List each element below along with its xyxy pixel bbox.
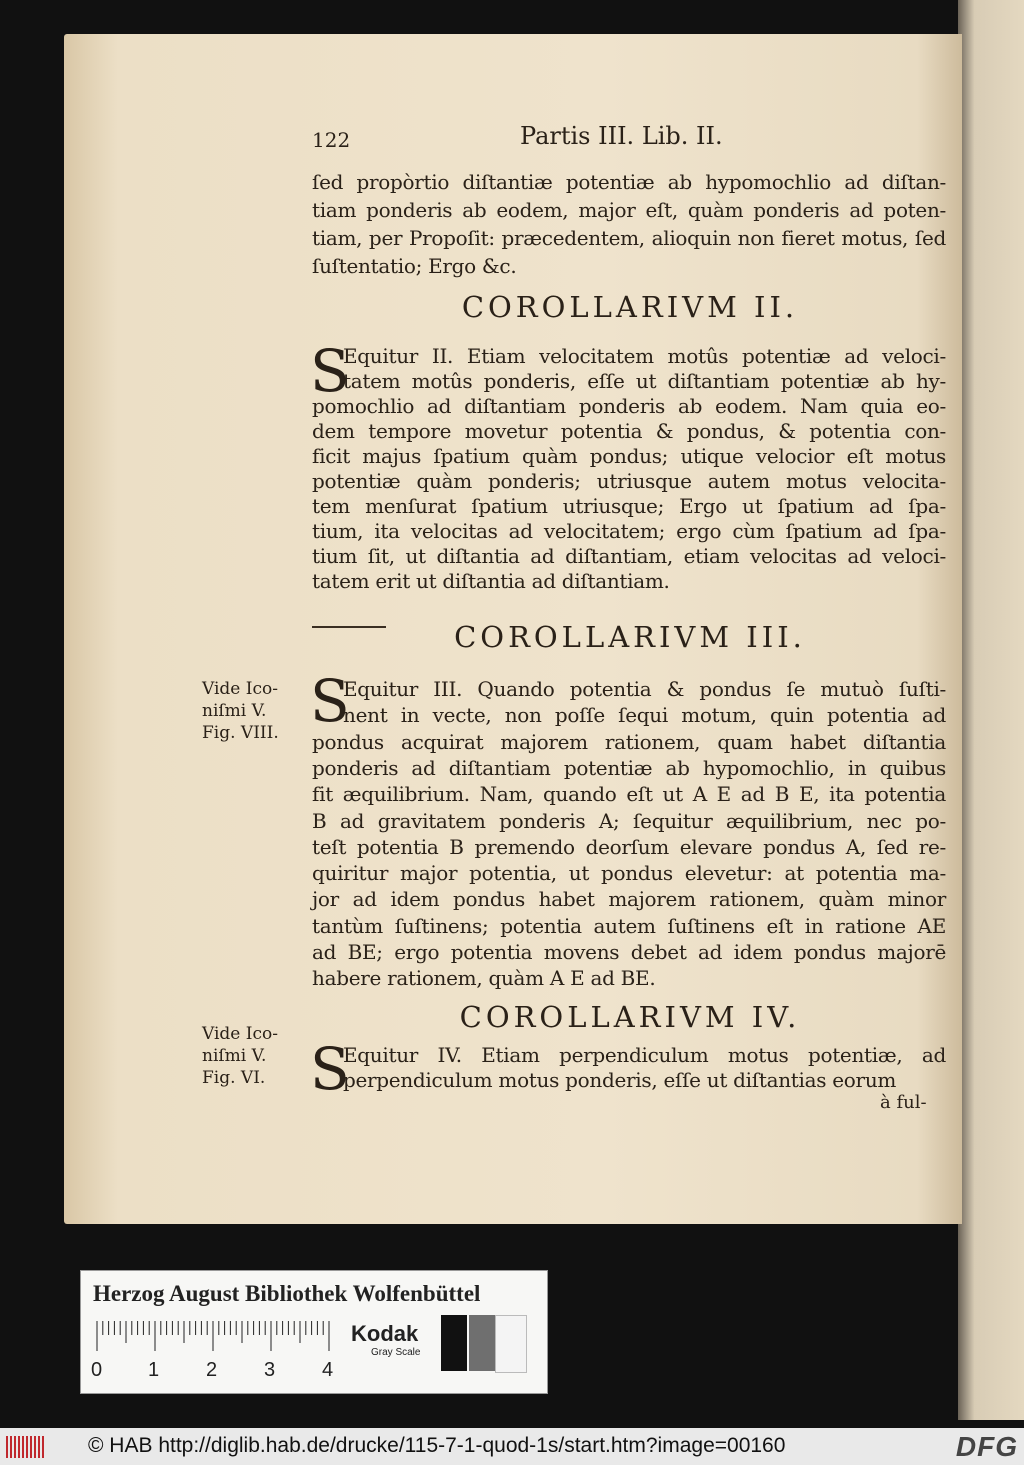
ruler-scale	[95, 1321, 335, 1353]
text-line: ponderis ad diſtantiam potentiæ ab hypomochlio, in quibus	[312, 755, 946, 780]
black-patch	[441, 1315, 467, 1371]
scale-number: 1	[148, 1359, 160, 1381]
margin-note-4	[202, 1023, 278, 1089]
drop-cap: S	[310, 337, 350, 405]
text-line: Equitur III. Quando potentia & pondus ſe mutuò ſuſti-	[343, 677, 946, 701]
text-line: tatem motûs ponderis, eſſe ut diſtantiam potentiæ ab hy-	[343, 369, 946, 393]
kodak-logo: Kodak	[351, 1321, 419, 1346]
text-line: nent in vecte, non poſſe ſequi motum, quin potentia ad	[343, 703, 946, 728]
drop-cap: S	[310, 667, 350, 735]
scale-number: 3	[264, 1359, 276, 1381]
text-line: tiam, per Propoſit: præcedentem, alioquin non fieret motus, ſed	[312, 226, 946, 250]
text-line: tantùm ſuſtinens; potentia autem ſuſtinens eſt in ratione AE	[312, 913, 946, 938]
text-line: fit æquilibrium. Nam, quando eſt ut A E ad B E, ita potentia	[312, 782, 946, 807]
heading-corollarium-4: COROLLARIVM IV.	[459, 1000, 801, 1034]
note-line: Vide Ico-	[202, 679, 278, 699]
scale-number: 2	[206, 1359, 218, 1381]
text-line: ad BE; ergo potentia movens debet ad idem pondus majorē	[312, 940, 946, 964]
heading-corollarium-3: COROLLARIVM III.	[454, 620, 806, 654]
running-head: Partis III. Lib. II.	[520, 122, 723, 150]
text-line: tatem erit ut diſtantia ad diſtantiam.	[312, 569, 670, 593]
text-line: tiam ponderis ab eodem, major eſt, quàm ponderis ad poten-	[312, 198, 946, 222]
text-line: tium ſit, ut diſtantia ad diſtantiam, etiam velocitas ad veloci-	[312, 544, 946, 568]
text-line: Equitur II. Etiam velocitatem motûs potentiæ ad veloci-	[343, 344, 946, 368]
copyright-url[interactable]: © HAB http://diglib.hab.de/drucke/115-7-1-quod-1s/start.htm?image=00160	[88, 1434, 786, 1457]
page-number: 122	[312, 128, 351, 152]
text-line: teſt potentia B premendo deorſum elevare pondus A, ſed re-	[312, 834, 946, 859]
scale-number: 4	[322, 1359, 334, 1381]
hab-logo-icon	[6, 1436, 46, 1458]
text-line: ficit majus ſpatium quàm pondus; utique velocior eſt motus	[312, 444, 946, 468]
text-line: pondus acquirat majorem rationem, quam habet diſtantia	[312, 729, 946, 754]
catchword: à ful-	[880, 1092, 927, 1113]
library-name: Herzog August Bibliothek Wolfenbüttel	[93, 1281, 481, 1306]
note-line: Vide Ico-	[202, 1024, 278, 1044]
footer-bar	[0, 1428, 1024, 1465]
text-line: ſed propòrtio diſtantiæ potentiæ ab hypomochlio ad diſtan-	[312, 170, 946, 194]
text-line: tium, ita velocitas ad velocitatem; ergo cùm ſpatium ad ſpa-	[312, 519, 946, 543]
text-line: B ad gravitatem ponderis A; ſequitur æquilibrium, nec po-	[312, 808, 946, 833]
note-line: Fig. VIII.	[202, 723, 279, 743]
text-line: potentiæ quàm ponderis; utriusque autem motus velocita-	[312, 469, 946, 493]
text-line: Equitur IV. Etiam perpendiculum motus potentiæ, ad	[343, 1043, 946, 1067]
text-line: pomochlio ad diſtantiam ponderis ab eodem. Nam quia eo-	[312, 394, 946, 418]
margin-note-3	[202, 678, 279, 744]
gray-patch	[469, 1315, 495, 1371]
heading-corollarium-2: COROLLARIVM II.	[461, 290, 799, 324]
scale-number: 0	[91, 1359, 103, 1381]
text-line: quiritur major potentia, ut pondus elevetur: at potentia ma-	[312, 861, 946, 886]
text-line: ſuſtentatio; Ergo &c.	[312, 254, 517, 278]
white-patch	[495, 1315, 527, 1373]
adjacent-page-edge	[958, 0, 1024, 1420]
text-line: habere rationem, quàm A E ad BE.	[312, 966, 656, 991]
note-line: niſmi V.	[202, 701, 267, 721]
text-line: perpendiculum motus ponderis, eſſe ut diſtantias eorum	[343, 1068, 897, 1092]
gray-scale-label: Gray Scale	[371, 1347, 421, 1358]
text-line: jor ad idem pondus habet majorem rationem, quàm minor	[312, 887, 946, 912]
text-line: tem menſurat ſpatium utriusque; Ergo ut ſpatium ad ſpa-	[312, 494, 946, 518]
drop-cap: S	[310, 1035, 350, 1103]
note-line: Fig. VI.	[202, 1068, 266, 1088]
color-calibration-card	[80, 1270, 548, 1394]
text-line: dem tempore movetur potentia & pondus, & potentia con-	[312, 419, 946, 443]
dfg-logo: DFG	[955, 1431, 1018, 1462]
note-line: niſmi V.	[202, 1046, 267, 1066]
